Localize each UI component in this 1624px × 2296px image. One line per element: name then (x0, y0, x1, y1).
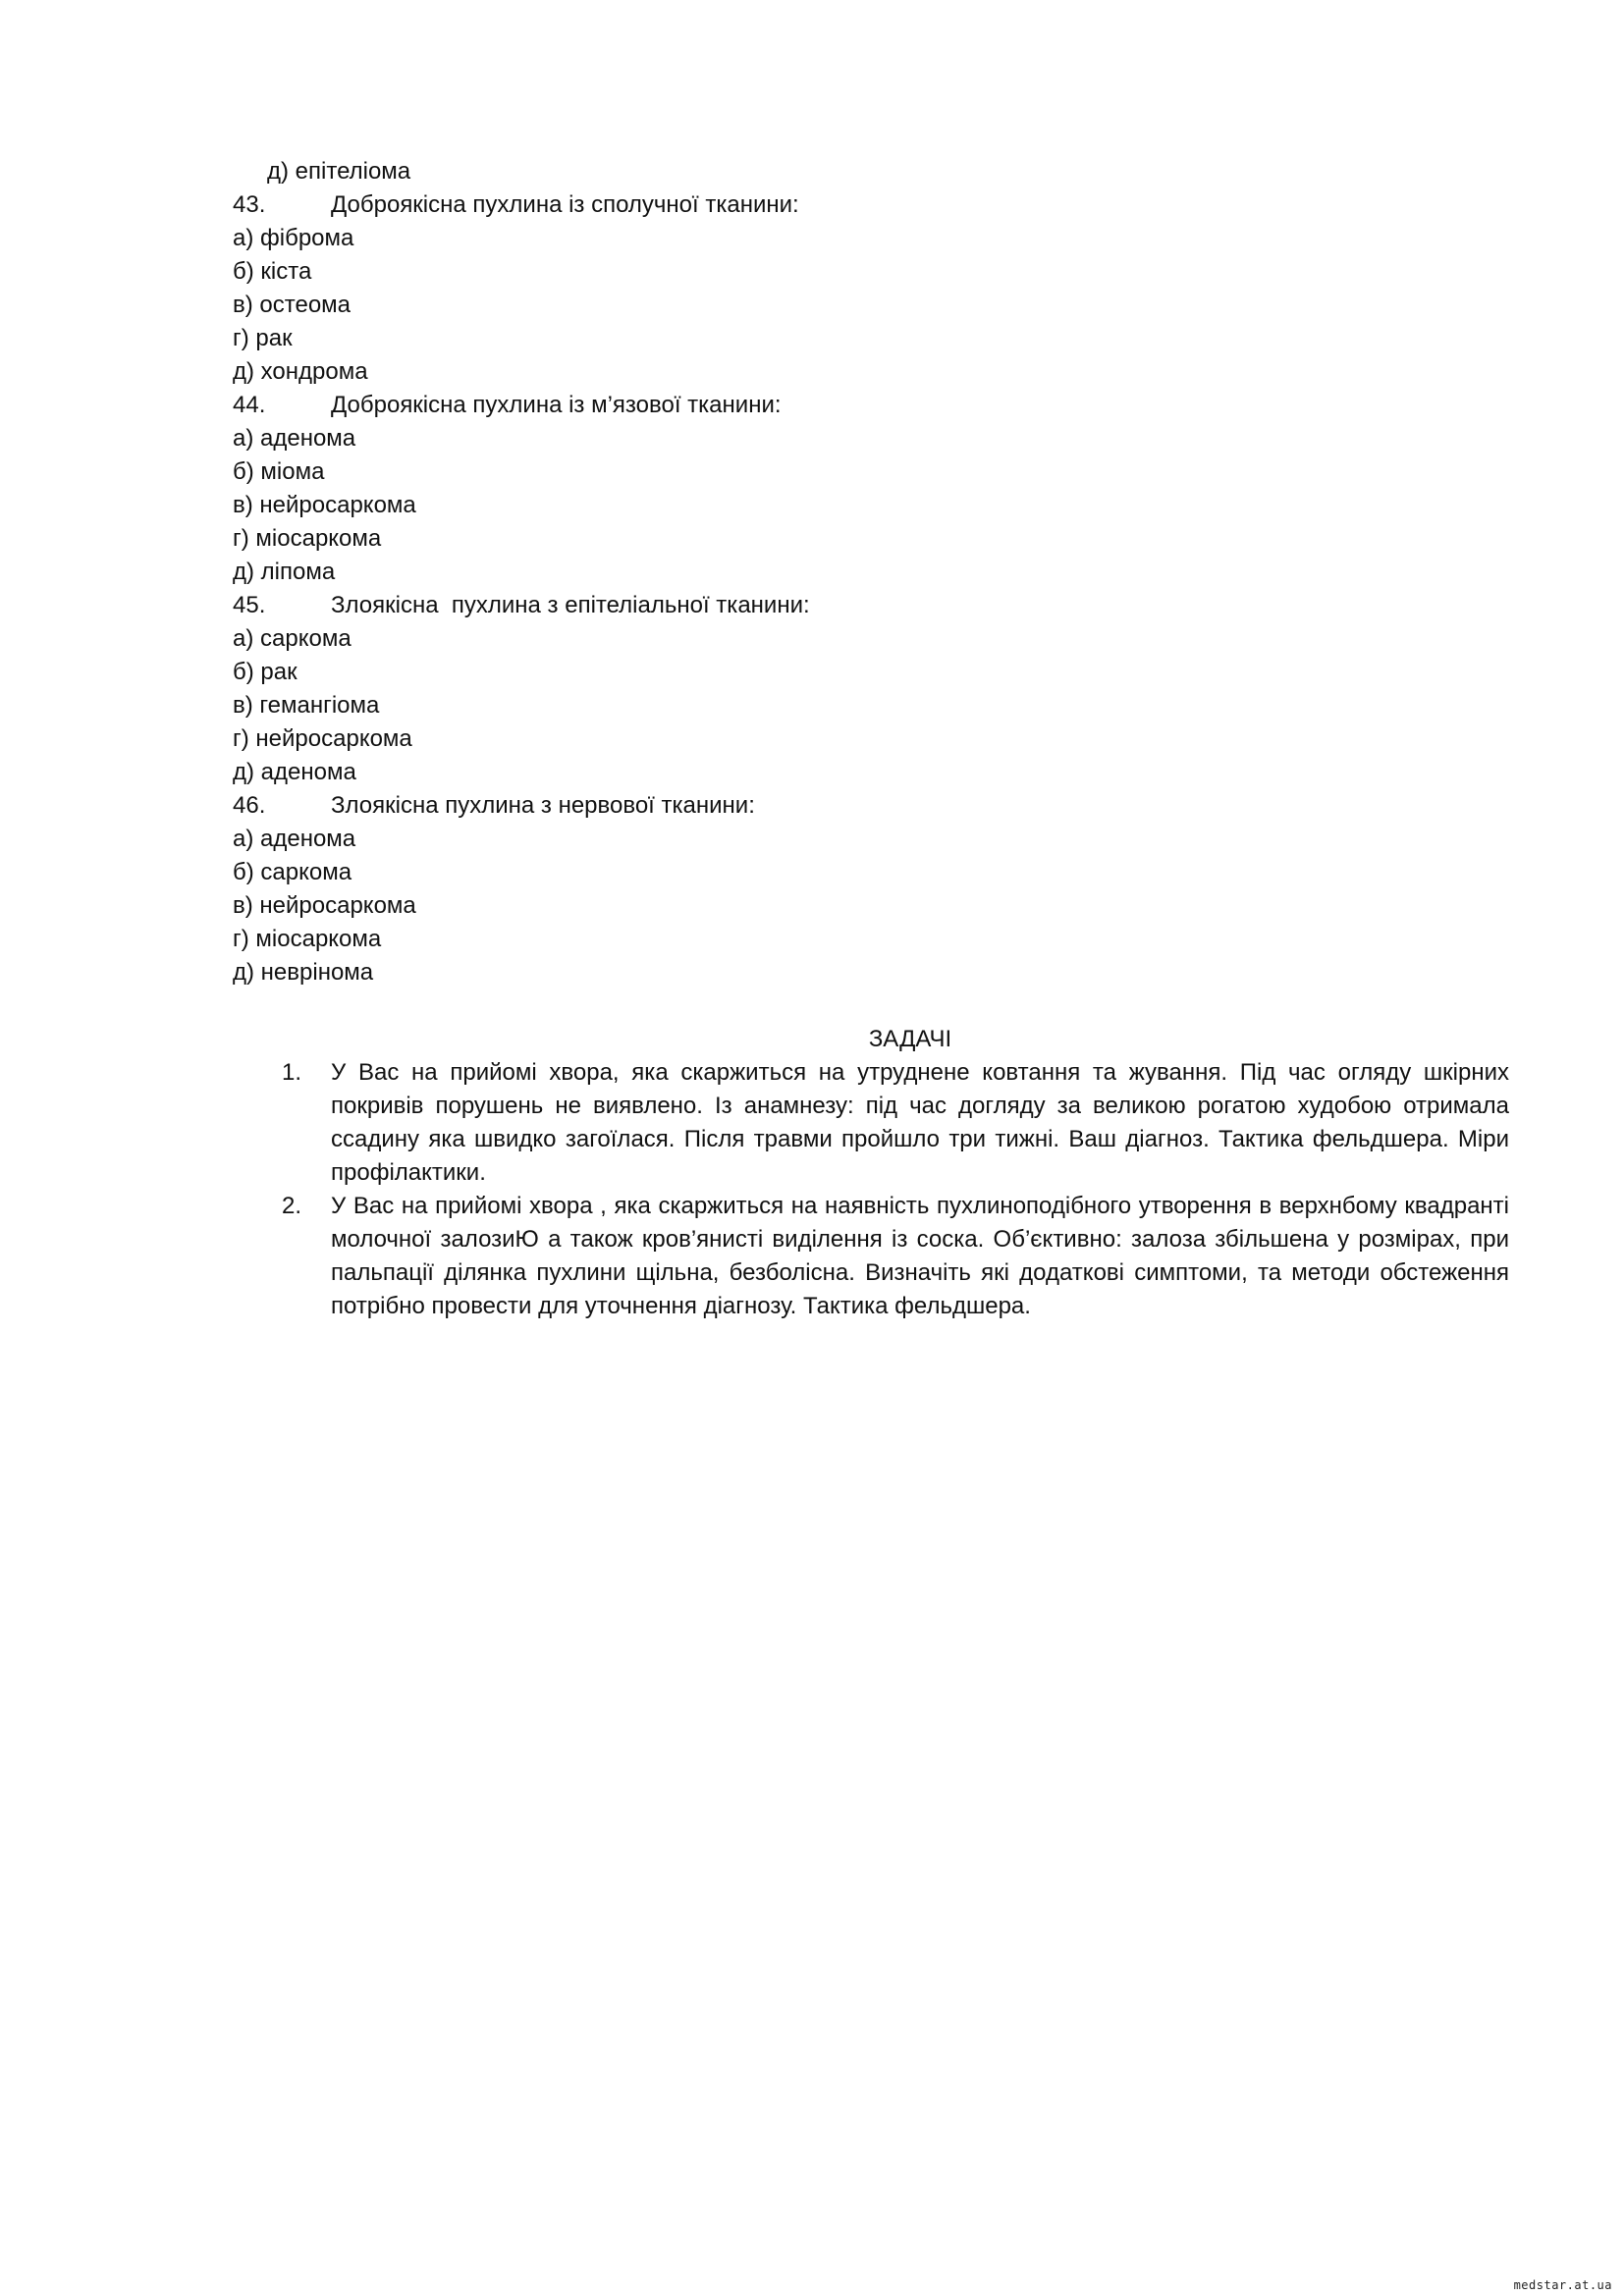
answer-option: б) кіста (233, 258, 312, 285)
question-number: 46. (233, 792, 266, 819)
question-heading (233, 589, 1509, 622)
tasks-list (233, 1056, 1509, 1323)
question-text: Злоякісна пухлина з епітеліальної тканини: (331, 592, 810, 618)
answer-option: д) аденома (233, 759, 356, 785)
question-number: 45. (233, 592, 266, 618)
answer-option: д) невріномa (233, 959, 374, 986)
answer-option: г) міосаркома (233, 525, 382, 552)
answer-option: б) рак (233, 659, 298, 685)
answer-option: г) нейросаркома (233, 725, 412, 752)
question-heading (233, 389, 1509, 422)
document-content (233, 155, 1509, 1323)
answer-option: в) гемангіома (233, 692, 380, 719)
question-text: Доброякісна пухлина із м’язової тканини: (331, 392, 782, 418)
question-45 (233, 589, 1509, 789)
question-44 (233, 389, 1509, 589)
answer-option: д) хондрома (233, 358, 368, 385)
task-text: У Вас на прийомі хвора , яка скаржиться на наявність пухлиноподібного утворення в верхнбому квадранті молочної залозиЮ а також кров’янисті виділення із соска. Об’єктивно: залоза збільшена у розмірах, при пальпації ділянка пухлини щільна, безболісна. Визначіть які додаткові симптоми, та методи обстеження потрібно провести для уточнення діагнозу. Тактика фельдшера. (331, 1193, 1509, 1319)
answer-option: а) саркома (233, 625, 352, 652)
answer-option: г) міосаркома (233, 926, 382, 952)
question-heading (233, 789, 1509, 823)
answer-option: в) остеома (233, 292, 352, 318)
answer-option: г) рак (233, 325, 293, 351)
answer-option: а) аденома (233, 826, 356, 852)
question-43 (233, 188, 1509, 389)
question-number: 44. (233, 392, 266, 418)
answer-option: а) фіброма (233, 225, 354, 251)
question-heading (233, 188, 1509, 222)
task-number: 2. (282, 1193, 302, 1219)
task-item (233, 1190, 1509, 1323)
task-text: У Вас на прийомі хвора, яка скаржиться на утруднене ковтання та жування. Під час огляду шкірних покривів порушень не виявлено. Із анамнезу: під час догляду за великою рогатою худобою отримала ссадину яка швидко загоїлася. Після травми пройшло три тижні. Ваш діагноз. Тактика фельдшера. Міри профілактики. (331, 1059, 1509, 1186)
question-number: 43. (233, 191, 266, 218)
task-number: 1. (282, 1059, 302, 1086)
answer-option: а) аденома (233, 425, 356, 452)
question-text: Доброякісна пухлина із сполучної тканини: (331, 191, 799, 218)
task-item (233, 1056, 1509, 1190)
lead-option: д) епітеліома (267, 158, 411, 185)
answer-option: д) ліпома (233, 559, 336, 585)
site-watermark: medstar.at.ua (1513, 2278, 1612, 2292)
answer-option: в) нейросаркома (233, 892, 416, 919)
question-text: Злоякісна пухлина з нервової тканини: (331, 792, 755, 819)
tasks-title: ЗАДАЧІ (868, 1026, 952, 1052)
answer-option: б) міома (233, 458, 325, 485)
question-46 (233, 789, 1509, 989)
answer-option: в) нейросаркома (233, 492, 416, 518)
answer-option: б) саркома (233, 859, 352, 885)
